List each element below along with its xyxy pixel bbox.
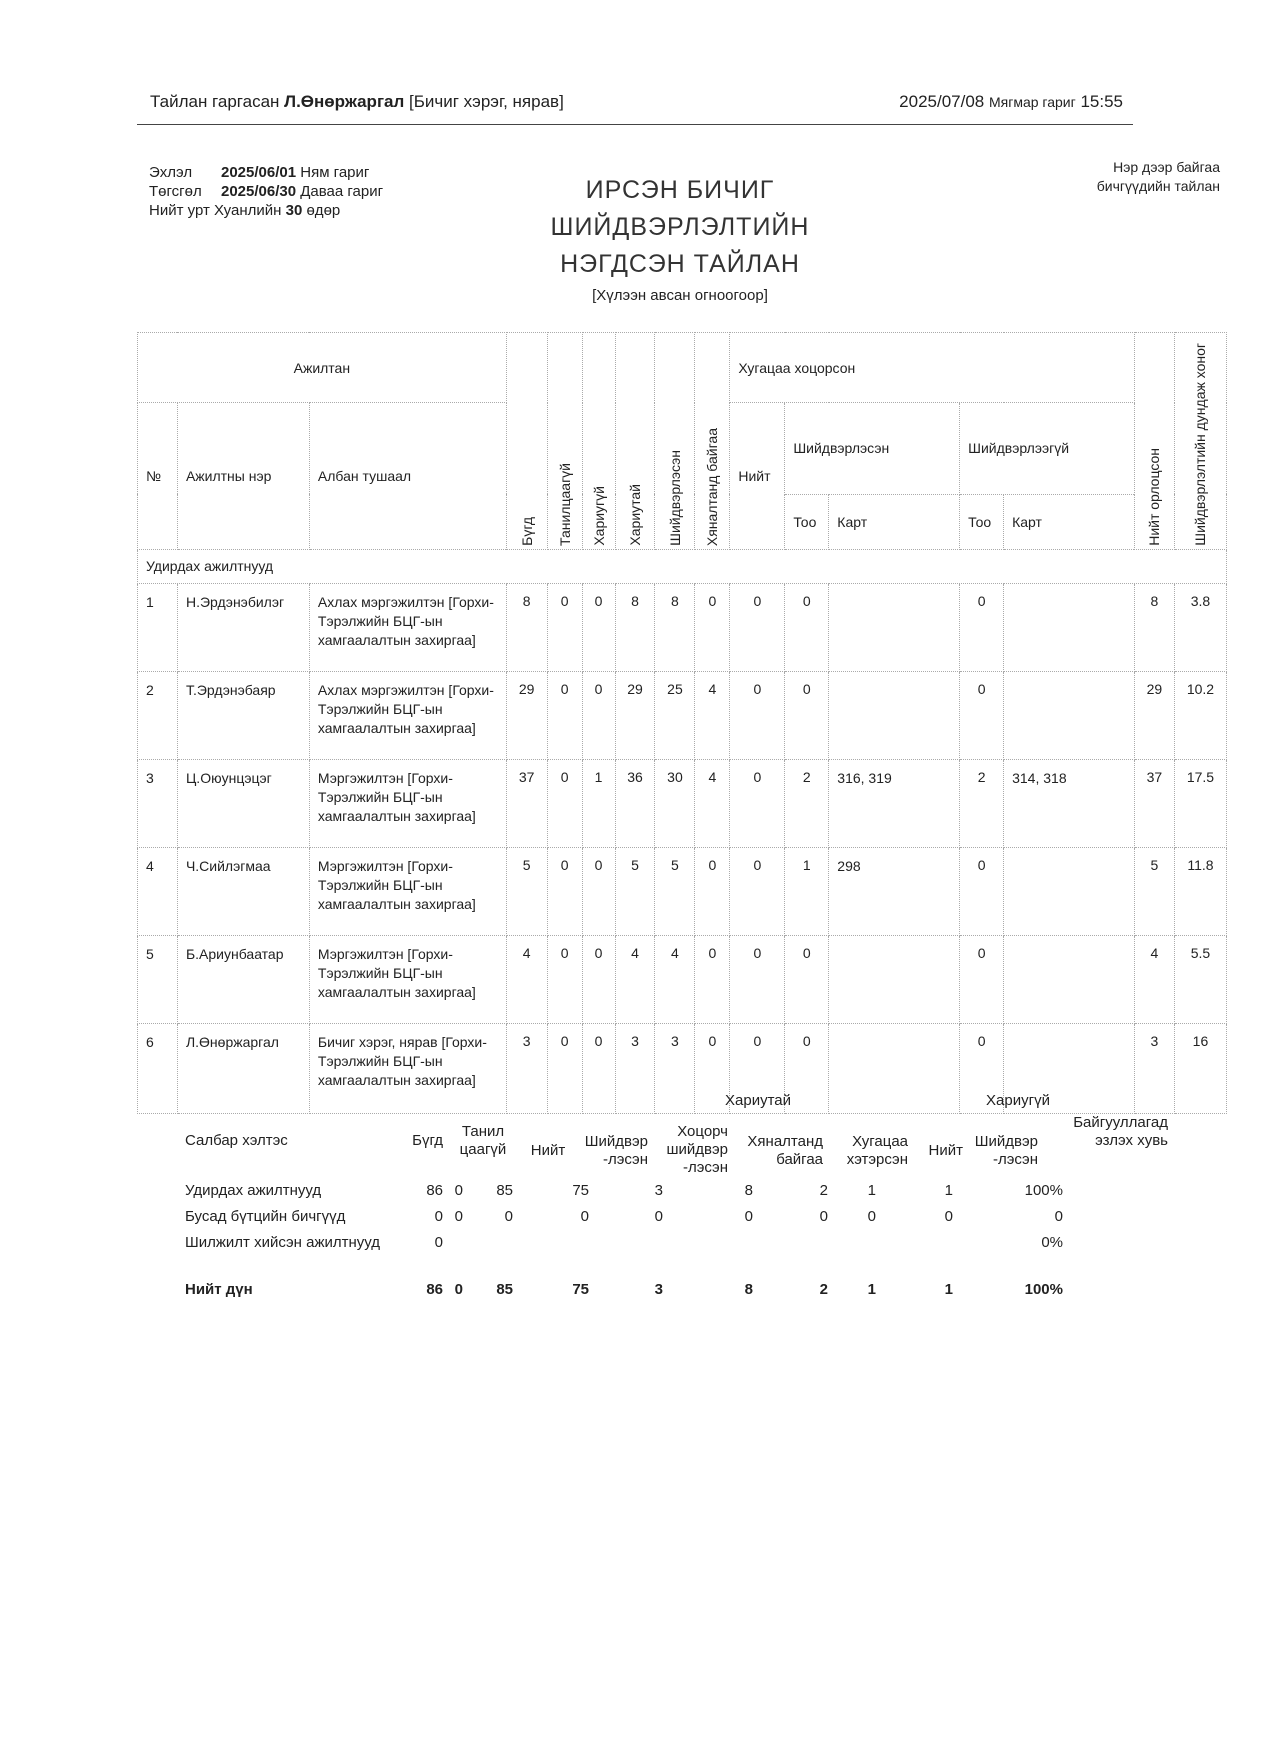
cell-unresolved-card bbox=[1004, 935, 1135, 1023]
report-weekday: Мягмар гариг bbox=[988, 94, 1076, 110]
th-position: Албан тушаал bbox=[309, 403, 506, 550]
cell-answered: 4 bbox=[615, 935, 655, 1023]
summary-cell-u-resolved: 1 bbox=[944, 1281, 953, 1298]
cell-avg: 10.2 bbox=[1174, 671, 1226, 759]
th-monitoring: Хяналтанд байгаа bbox=[695, 333, 730, 550]
group-row bbox=[138, 549, 1227, 583]
cell-unresolved-count: 0 bbox=[960, 1023, 1004, 1113]
cell-position: Мэргэжилтэн [Горхи-Тэрэлжийн БЦГ-ын хамгаалалтын захиргаа] bbox=[309, 847, 506, 935]
cell-total: 3 bbox=[506, 1023, 547, 1113]
summary-group-answered: Хариутай bbox=[725, 1092, 791, 1109]
cell-unresolved-card bbox=[1004, 671, 1135, 759]
summary-cell-a-resolved: 75 bbox=[572, 1281, 589, 1298]
cell-unfamiliar: 0 bbox=[547, 759, 582, 847]
summary-cell-monitoring: 0 bbox=[744, 1208, 753, 1225]
cell-monitoring: 4 bbox=[695, 671, 730, 759]
note-line-1: Нэр дээр байгаа bbox=[1113, 159, 1220, 175]
summary-row bbox=[183, 1208, 1183, 1230]
summary-cell-late: 3 bbox=[654, 1182, 663, 1199]
cell-resolved: 8 bbox=[655, 583, 695, 671]
sh-monitoring: Хяналтанд байгаа bbox=[747, 1133, 823, 1168]
th-unfamiliar: Танилцаагүй bbox=[547, 333, 582, 550]
cell-name: Т.Эрдэнэбаяр bbox=[177, 671, 309, 759]
cell-position: Ахлах мэргэжилтэн [Горхи-Тэрэлжийн БЦГ-ын хамгаалалтын захиргаа] bbox=[309, 583, 506, 671]
sh-answered-total: Нийт bbox=[530, 1142, 566, 1159]
cell-overdue-total: 0 bbox=[730, 759, 785, 847]
report-author bbox=[150, 92, 564, 112]
cell-answered: 29 bbox=[615, 671, 655, 759]
summary-cell-u-total: 1 bbox=[867, 1281, 876, 1298]
cell-unfamiliar: 0 bbox=[547, 671, 582, 759]
employee-rows bbox=[138, 583, 1227, 1113]
th-overdue: Хугацаа хоцорсон bbox=[730, 333, 1135, 403]
table-row bbox=[138, 935, 1227, 1023]
cell-overdue-total: 0 bbox=[730, 671, 785, 759]
cell-answered: 8 bbox=[615, 583, 655, 671]
cell-received: 5 bbox=[1134, 847, 1174, 935]
cell-unfamiliar: 0 bbox=[547, 1023, 582, 1113]
cell-position: Мэргэжилтэн [Горхи-Тэрэлжийн БЦГ-ын хамгаалалтын захиргаа] bbox=[309, 935, 506, 1023]
sh-unfamiliar: Танил цаагүй bbox=[459, 1123, 507, 1158]
th-answered: Хариутай bbox=[615, 333, 655, 550]
cell-unresolved-card bbox=[1004, 847, 1135, 935]
cell-overdue-total: 0 bbox=[730, 935, 785, 1023]
summary-cell-unfamiliar: 0 bbox=[454, 1182, 463, 1199]
cell-unresolved-count: 0 bbox=[960, 847, 1004, 935]
summary-cell-percent: 100% bbox=[1024, 1182, 1063, 1199]
end-day: Даваа гариг bbox=[300, 183, 384, 200]
summary-cell-total: 86 bbox=[426, 1182, 443, 1199]
title-subtitle: [Хүлээн авсан огноогоор] bbox=[592, 287, 768, 304]
cell-answered: 5 bbox=[615, 847, 655, 935]
cell-resolved: 3 bbox=[655, 1023, 695, 1113]
cell-received: 37 bbox=[1134, 759, 1174, 847]
title-line-1: ИРСЭН БИЧИГ bbox=[585, 176, 775, 204]
summary-row-label: Удирдах ажилтнууд bbox=[185, 1182, 322, 1199]
th-count-2: Тоо bbox=[960, 494, 1004, 549]
th-total-received: Нийт орлоцсон bbox=[1134, 333, 1174, 550]
cell-resolved-count: 1 bbox=[785, 847, 829, 935]
cell-resolved-card bbox=[829, 1023, 960, 1113]
cell-overdue-total: 0 bbox=[730, 1023, 785, 1113]
cell-resolved-count: 0 bbox=[785, 935, 829, 1023]
cell-unfamiliar: 0 bbox=[547, 583, 582, 671]
cell-unanswered: 0 bbox=[582, 671, 615, 759]
th-overdue-resolved: Шийдвэрлэсэн bbox=[785, 403, 960, 495]
cell-received: 3 bbox=[1134, 1023, 1174, 1113]
cell-unresolved-count: 0 bbox=[960, 583, 1004, 671]
summary-cell-unfamiliar: 0 bbox=[454, 1281, 463, 1298]
th-card: Карт bbox=[829, 494, 960, 549]
cell-unanswered: 0 bbox=[582, 935, 615, 1023]
sh-section: Салбар хэлтэс bbox=[185, 1132, 288, 1149]
cell-unanswered: 0 bbox=[582, 1023, 615, 1113]
header-divider bbox=[137, 124, 1133, 125]
summary-cell-percent: 0% bbox=[1041, 1234, 1063, 1251]
start-day: Ням гариг bbox=[300, 164, 370, 181]
cell-avg: 11.8 bbox=[1174, 847, 1226, 935]
cell-resolved-card bbox=[829, 935, 960, 1023]
summary-group-unanswered: Хариугүй bbox=[986, 1092, 1050, 1109]
cell-unanswered: 0 bbox=[582, 583, 615, 671]
cell-name: Ч.Сийлэгмаа bbox=[177, 847, 309, 935]
cell-position: Ахлах мэргэжилтэн [Горхи-Тэрэлжийн БЦГ-ын хамгаалалтын захиргаа] bbox=[309, 671, 506, 759]
table-row bbox=[138, 671, 1227, 759]
report-date: 2025/07/08 bbox=[899, 92, 985, 111]
cell-total: 8 bbox=[506, 583, 547, 671]
summary-cell-total: 86 bbox=[426, 1281, 443, 1298]
summary-cell-a-total: 0 bbox=[504, 1208, 513, 1225]
cell-avg: 17.5 bbox=[1174, 759, 1226, 847]
th-avg-days: Шийдвэрлэлтийн дундаж хоног bbox=[1174, 333, 1226, 550]
summary-row bbox=[183, 1234, 1183, 1256]
group-label: Удирдах ажилтнууд bbox=[138, 549, 1227, 583]
start-date: 2025/06/01 bbox=[221, 164, 297, 181]
summary-cell-overdue: 2 bbox=[819, 1182, 828, 1199]
summary-cell-u-resolved: 0 bbox=[944, 1208, 953, 1225]
cell-monitoring: 4 bbox=[695, 759, 730, 847]
summary-cell-a-resolved: 0 bbox=[580, 1208, 589, 1225]
report-time: 15:55 bbox=[1080, 92, 1123, 111]
length-suffix: өдөр bbox=[306, 202, 341, 219]
author-prefix: Тайлан гаргасан bbox=[150, 92, 280, 111]
summary-row-label: Нийт дүн bbox=[185, 1281, 253, 1298]
cell-monitoring: 0 bbox=[695, 935, 730, 1023]
cell-answered: 36 bbox=[615, 759, 655, 847]
sh-overdue: Хугацаа хэтэрсэн bbox=[846, 1133, 908, 1168]
sh-unanswered-total: Нийт bbox=[928, 1142, 963, 1159]
th-employee: Ажилтан bbox=[138, 333, 507, 403]
table-row bbox=[138, 583, 1227, 671]
summary-cell-total: 0 bbox=[434, 1234, 443, 1251]
cell-position: Мэргэжилтэн [Горхи-Тэрэлжийн БЦГ-ын хамгаалалтын захиргаа] bbox=[309, 759, 506, 847]
cell-no: 2 bbox=[138, 671, 178, 759]
sh-total: Бүгд bbox=[412, 1132, 443, 1149]
report-type-note bbox=[1020, 158, 1220, 196]
summary-cell-a-resolved: 75 bbox=[572, 1182, 589, 1199]
summary-cell-u-resolved: 1 bbox=[944, 1182, 953, 1199]
cell-resolved-card: 316, 319 bbox=[829, 759, 960, 847]
end-date: 2025/06/30 bbox=[221, 183, 297, 200]
cell-unresolved-count: 2 bbox=[960, 759, 1004, 847]
cell-position: Бичиг хэрэг, нярав [Горхи-Тэрэлжийн БЦГ-ын хамгаалалтын захиргаа] bbox=[309, 1023, 506, 1113]
th-total: Бүгд bbox=[506, 333, 547, 550]
cell-no: 3 bbox=[138, 759, 178, 847]
summary-cell-a-total: 85 bbox=[496, 1281, 513, 1298]
cell-unfamiliar: 0 bbox=[547, 847, 582, 935]
report-datetime bbox=[899, 92, 1123, 112]
header-row-1 bbox=[138, 333, 1227, 403]
period-end bbox=[149, 182, 383, 201]
cell-name: Н.Эрдэнэбилэг bbox=[177, 583, 309, 671]
cell-resolved-card bbox=[829, 671, 960, 759]
cell-resolved-count: 0 bbox=[785, 583, 829, 671]
table-row bbox=[138, 847, 1227, 935]
cell-resolved: 4 bbox=[655, 935, 695, 1023]
title-line-2: ШИЙДВЭРЛЭЛТИЙН bbox=[550, 213, 810, 241]
sh-late: Хоцорч шийдвэр -лэсэн bbox=[666, 1123, 728, 1176]
th-unanswered: Хариугүй bbox=[582, 333, 615, 550]
summary-row bbox=[183, 1182, 1183, 1204]
cell-name: Л.Өнөржаргал bbox=[177, 1023, 309, 1113]
summary-cell-percent: 100% bbox=[1024, 1281, 1063, 1298]
summary-cell-late: 3 bbox=[654, 1281, 663, 1298]
report-period bbox=[149, 163, 383, 220]
employee-table bbox=[137, 332, 1227, 1114]
cell-avg: 3.8 bbox=[1174, 583, 1226, 671]
summary-cell-monitoring: 8 bbox=[744, 1281, 753, 1298]
cell-resolved: 5 bbox=[655, 847, 695, 935]
cell-resolved-card: 298 bbox=[829, 847, 960, 935]
summary-row-label: Шилжилт хийсэн ажилтнууд bbox=[185, 1234, 381, 1251]
sh-answered-resolved: Шийдвэр -лэсэн bbox=[584, 1133, 648, 1168]
cell-resolved-count: 0 bbox=[785, 1023, 829, 1113]
th-overdue-unresolved: Шийдвэрлээгүй bbox=[960, 403, 1135, 495]
cell-unanswered: 1 bbox=[582, 759, 615, 847]
cell-monitoring: 0 bbox=[695, 583, 730, 671]
sh-percent: Байгууллагад эзлэх хувь bbox=[1073, 1114, 1168, 1149]
cell-unresolved-count: 0 bbox=[960, 935, 1004, 1023]
period-start bbox=[149, 163, 383, 182]
cell-unresolved-count: 0 bbox=[960, 671, 1004, 759]
cell-unresolved-card bbox=[1004, 583, 1135, 671]
th-overdue-total: Нийт bbox=[730, 403, 785, 550]
summary-row-label: Бусад бүтцийн бичгүүд bbox=[185, 1208, 346, 1225]
cell-monitoring: 0 bbox=[695, 847, 730, 935]
period-length bbox=[149, 201, 383, 220]
summary-cell-overdue: 0 bbox=[819, 1208, 828, 1225]
summary-total-row bbox=[183, 1281, 1183, 1303]
cell-received: 4 bbox=[1134, 935, 1174, 1023]
length-prefix: Нийт урт Хуанлийн bbox=[149, 202, 282, 219]
table-row bbox=[138, 759, 1227, 847]
author-role: [Бичиг хэрэг, нярав] bbox=[409, 92, 564, 111]
cell-received: 29 bbox=[1134, 671, 1174, 759]
th-no: № bbox=[138, 403, 178, 550]
summary-cell-overdue: 2 bbox=[819, 1281, 828, 1298]
summary-cell-u-total: 0 bbox=[867, 1208, 876, 1225]
cell-received: 8 bbox=[1134, 583, 1174, 671]
title-line-3: НЭГДСЭН ТАЙЛАН bbox=[560, 250, 800, 278]
summary-cell-percent: 0 bbox=[1054, 1208, 1063, 1225]
th-count: Тоо bbox=[785, 494, 829, 549]
cell-answered: 3 bbox=[615, 1023, 655, 1113]
cell-name: Ц.Оюунцэцэг bbox=[177, 759, 309, 847]
cell-avg: 5.5 bbox=[1174, 935, 1226, 1023]
end-label: Төгсгөл bbox=[149, 183, 202, 200]
cell-overdue-total: 0 bbox=[730, 847, 785, 935]
th-name: Ажилтны нэр bbox=[177, 403, 309, 550]
author-name: Л.Өнөржаргал bbox=[284, 92, 405, 111]
cell-unfamiliar: 0 bbox=[547, 935, 582, 1023]
summary-cell-u-total: 1 bbox=[867, 1182, 876, 1199]
cell-no: 6 bbox=[138, 1023, 178, 1113]
summary-cell-a-total: 85 bbox=[496, 1182, 513, 1199]
cell-resolved-count: 2 bbox=[785, 759, 829, 847]
cell-unresolved-card: 314, 318 bbox=[1004, 759, 1135, 847]
cell-total: 29 bbox=[506, 671, 547, 759]
cell-resolved-count: 0 bbox=[785, 671, 829, 759]
sh-unanswered-resolved: Шийдвэр -лэсэн bbox=[974, 1133, 1038, 1168]
length-days: 30 bbox=[285, 202, 303, 219]
cell-name: Б.Ариунбаатар bbox=[177, 935, 309, 1023]
th-resolved: Шийдвэрлэсэн bbox=[655, 333, 695, 550]
cell-unanswered: 0 bbox=[582, 847, 615, 935]
cell-resolved-card bbox=[829, 583, 960, 671]
cell-monitoring: 0 bbox=[695, 1023, 730, 1113]
summary-cell-late: 0 bbox=[654, 1208, 663, 1225]
cell-resolved: 25 bbox=[655, 671, 695, 759]
cell-total: 5 bbox=[506, 847, 547, 935]
report-header bbox=[150, 92, 1123, 116]
cell-total: 37 bbox=[506, 759, 547, 847]
report-title bbox=[480, 172, 880, 307]
summary-cell-monitoring: 8 bbox=[744, 1182, 753, 1199]
cell-resolved: 30 bbox=[655, 759, 695, 847]
th-card-2: Карт bbox=[1004, 494, 1135, 549]
cell-overdue-total: 0 bbox=[730, 583, 785, 671]
cell-no: 4 bbox=[138, 847, 178, 935]
summary-cell-total: 0 bbox=[434, 1208, 443, 1225]
summary-cell-unfamiliar: 0 bbox=[454, 1208, 463, 1225]
cell-no: 5 bbox=[138, 935, 178, 1023]
start-label: Эхлэл bbox=[149, 164, 193, 181]
note-line-2: бичгүүдийн тайлан bbox=[1096, 178, 1220, 194]
cell-total: 4 bbox=[506, 935, 547, 1023]
cell-no: 1 bbox=[138, 583, 178, 671]
cell-avg: 16 bbox=[1174, 1023, 1226, 1113]
